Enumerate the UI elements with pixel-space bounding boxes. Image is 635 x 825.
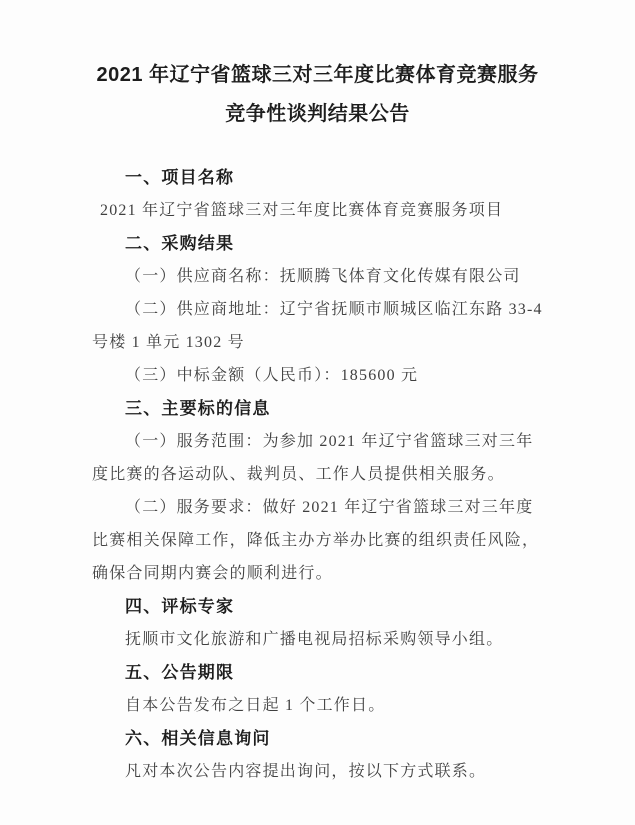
paragraph-line: 度比赛的各运动队、裁判员、工作人员提供相关服务。: [92, 466, 505, 483]
paragraph-line: 抚顺市文化旅游和广播电视局招标采购领导小组。: [125, 631, 504, 648]
title-line-1: 2021 年辽宁省篮球三对三年度比赛体育竞赛服务: [96, 64, 539, 86]
paragraph-line: （一）服务范围：为参加 2021 年辽宁省篮球三对三年: [125, 433, 534, 450]
paragraph-line: 确保合同期内赛会的顺利进行。: [92, 565, 333, 582]
paragraph-line: 自本公告发布之日起 1 个工作日。: [125, 697, 386, 714]
section-6-heading: 六、相关信息询问: [125, 729, 271, 748]
section-5-heading: 五、公告期限: [125, 663, 235, 682]
paragraph-line: （三）中标金额（人民币）：185600 元: [125, 367, 419, 384]
paragraph-line: （二）供应商地址：辽宁省抚顺市顺城区临江东路 33-4: [125, 301, 543, 318]
paragraph-line: （一）供应商名称：抚顺腾飞体育文化传媒有限公司: [125, 268, 521, 285]
paragraph-line: 比赛相关保障工作，降低主办方举办比赛的组织责任风险，: [92, 532, 540, 549]
document-title: [0, 56, 635, 134]
title-line-2: 竞争性谈判结果公告: [225, 103, 410, 125]
section-2-heading: 二、采购结果: [125, 234, 235, 253]
paragraph-line: （二）服务要求：做好 2021 年辽宁省篮球三对三年度: [125, 499, 534, 516]
section-4-heading: 四、评标专家: [125, 597, 235, 616]
section-3-heading: 三、主要标的信息: [125, 399, 271, 418]
document-body: [92, 161, 578, 788]
paragraph-line: 凡对本次公告内容提出询问，按以下方式联系。: [125, 763, 487, 780]
paragraph-line: 号楼 1 单元 1302 号: [92, 334, 245, 351]
paragraph-line: 2021 年辽宁省篮球三对三年度比赛体育竞赛服务项目: [100, 202, 504, 219]
section-1-heading: 一、项目名称: [125, 168, 235, 187]
